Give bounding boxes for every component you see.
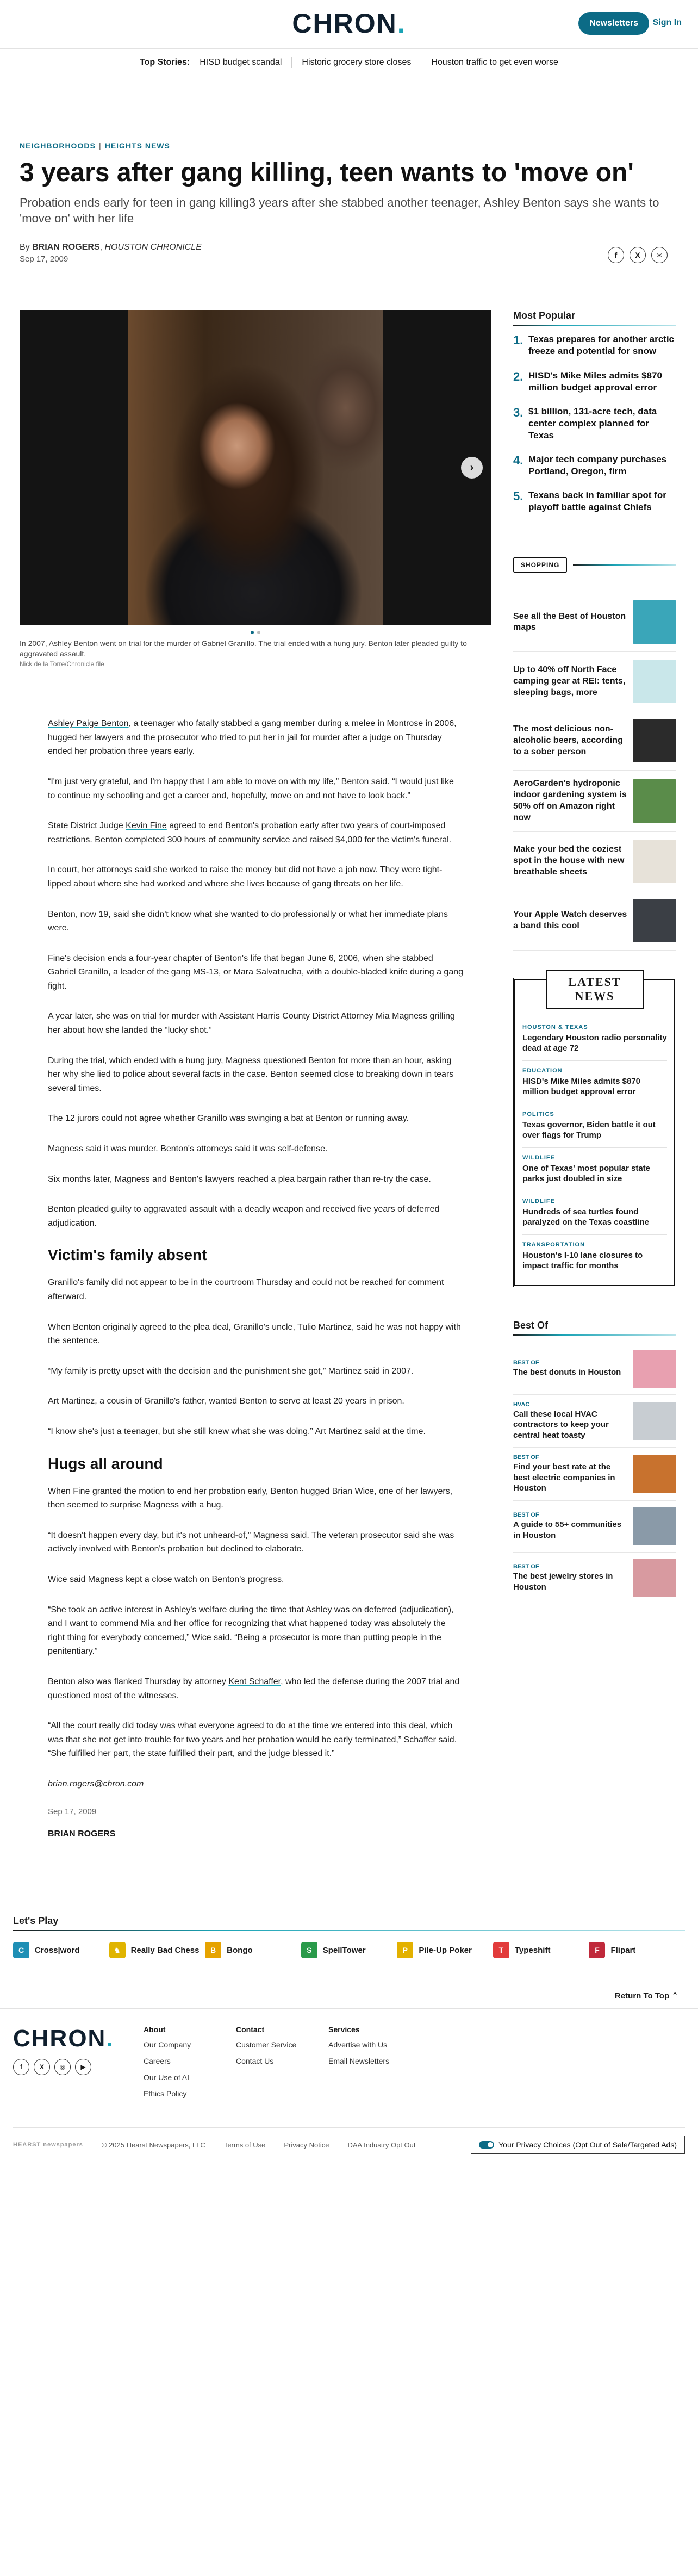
poker-icon: P [397, 1942, 413, 1958]
list-item[interactable]: Make your bed the coziest spot in the house with new breathable sheets [513, 832, 676, 891]
game-link[interactable]: ♞ Really Bad Chess [109, 1942, 205, 1958]
game-link[interactable]: T Typeshift [493, 1942, 589, 1958]
end-date: Sep 17, 2009 [48, 1807, 97, 1817]
paragraph: “I'm just very grateful, and I'm happy that I am able to move on with my life,” Benton said. “I would just like to continue my schooling and get a career and, hopefully, move on and not have to look back.” [48, 777, 454, 800]
list-item[interactable]: EDUCATION HISD's Mike Miles admits $870 million budget approval error [522, 1061, 667, 1104]
paragraph: Benton pleaded guilty to aggravated assault with a deadly weapon and received five years of deferred adjudication. [48, 1205, 440, 1228]
games-row [13, 1942, 685, 1958]
inline-link[interactable]: Kevin Fine [126, 821, 167, 831]
most-popular-title: Most Popular [513, 310, 676, 326]
thumbnail [633, 1455, 676, 1493]
main-column [20, 310, 491, 1861]
chevron-right-icon[interactable]: › [461, 457, 483, 479]
footer-link[interactable]: Our Use of AI [144, 2073, 190, 2082]
chevron-up-icon: ⌃ [671, 1991, 678, 2001]
article-date: Sep 17, 2009 [20, 255, 68, 264]
latest-news-box [513, 974, 676, 1287]
footer-link[interactable]: Our Company [144, 2040, 191, 2050]
facebook-icon[interactable]: f [608, 247, 624, 263]
photo-credit: Nick de la Torre/Chronicle file [20, 660, 104, 668]
best-of-title: Best Of [513, 1320, 676, 1336]
content-layout [0, 277, 698, 1861]
paragraph: During the trial, which ended with a hung jury, Magness questioned Benton for more than an hour, asking her why she lied to police about several facts in the case. Benton seemed close to breaking down in tears several times. [48, 1056, 454, 1093]
footer-services [328, 2025, 421, 2106]
toggle-icon [479, 2141, 494, 2149]
latest-news-title: LATEST NEWS [546, 970, 644, 1009]
list-item[interactable]: BEST OF A guide to 55+ communities in Houston [513, 1501, 676, 1553]
inline-link[interactable]: Kent Schaffer [228, 1677, 281, 1686]
byline-org: HOUSTON CHRONICLE [104, 243, 202, 252]
thumbnail [633, 719, 676, 762]
chess-icon: ♞ [109, 1942, 126, 1958]
section-heading: Hugs all around [48, 1455, 163, 1472]
spelltower-icon: S [301, 1942, 317, 1958]
paragraph: “My family is pretty upset with the decision and the punishment she got,” Martinez said in 2007. [48, 1366, 414, 1376]
footer-link[interactable]: Careers [144, 2057, 171, 2066]
thumbnail [633, 1402, 676, 1440]
inline-link[interactable]: Gabriel Granillo [48, 967, 109, 977]
paragraph: Wice said Magness kept a close watch on Benton's progress. [48, 1574, 284, 1584]
thumbnail [633, 840, 676, 883]
top-stories-bar [0, 49, 698, 76]
footer-link[interactable]: Ethics Policy [144, 2089, 187, 2099]
list-item[interactable]: 2. HISD's Mike Miles admits $870 million budget approval error [513, 369, 662, 393]
game-link[interactable]: F Flipart [589, 1942, 685, 1958]
divider [573, 564, 676, 566]
thumbnail [633, 1350, 676, 1388]
top-story-link[interactable]: Historic grocery store closes [302, 57, 412, 67]
list-item[interactable]: HVAC Call these local HVAC contractors to keep your central heat toasty [513, 1395, 676, 1448]
most-popular-list [513, 333, 676, 513]
paragraph: “I know she's just a teenager, but she still knew what she was doing,” Art Martinez said at the time. [48, 1426, 426, 1436]
author-link[interactable]: BRIAN ROGERS [32, 243, 100, 252]
paragraph: Benton also was flanked Thursday by attorney Kent Schaffer, who led the defense during the 2007 trial and questioned most of the witnesses. [48, 1677, 460, 1700]
privacy-choices-button[interactable]: Your Privacy Choices (Opt Out of Sale/Targeted Ads) [471, 2136, 685, 2154]
article-header [0, 76, 698, 277]
site-header [0, 0, 698, 49]
footer-logo[interactable]: CHRON. [13, 2025, 114, 2052]
article-body [20, 668, 491, 1861]
game-link[interactable]: C Cross|word [13, 1942, 109, 1958]
terms-link[interactable]: Terms of Use [223, 2140, 266, 2149]
site-footer [0, 2008, 698, 2122]
top-story-link[interactable]: HISD budget scandal [200, 57, 282, 67]
carousel-dot[interactable] [257, 631, 260, 634]
hearst-logo: HEARST newspapers [13, 2142, 83, 2149]
list-item[interactable]: 4. Major tech company purchases Portland, Oregon, firm [513, 454, 667, 477]
thumbnail [633, 899, 676, 942]
game-link[interactable]: P Pile-Up Poker [397, 1942, 493, 1958]
list-item[interactable]: TRANSPORTATION Houston's I-10 lane closures to impact traffic for months [522, 1241, 643, 1271]
article-dek: Probation ends early for teen in gang killing3 years after she stabbed another teenager, Ashley Benton says she wants to 'move on' with her life [20, 196, 659, 225]
list-item[interactable]: 3. $1 billion, 131-acre tech, data center complex planned for Texas [513, 405, 657, 440]
game-link[interactable]: S SpellTower [301, 1942, 397, 1958]
paragraph: When Benton originally agreed to the plea deal, Granillo's uncle, Tulio Martinez, said he was not happy with the sentence. [48, 1322, 461, 1346]
return-to-top-link[interactable]: Return To Top ⌃ [614, 1991, 678, 2001]
paragraph: State District Judge Kevin Fine agreed to end Benton's probation early after two years of court-imposed restrictions. Benton completed 300 hours of community service and raised $4,000 for the victim's funeral. [48, 821, 452, 845]
carousel-dot[interactable] [251, 631, 254, 634]
paragraph: Art Martinez, a cousin of Granillo's father, wanted Benton to serve at least 20 years in prison. [48, 1396, 404, 1406]
footer-contact [236, 2025, 328, 2106]
photo-caption: In 2007, Ashley Benton went on trial for the murder of Gabriel Granillo. The trial ended with a hung jury. Benton later pleaded guilty to aggravated assault. [20, 639, 467, 659]
inline-link[interactable]: Tulio Martinez [297, 1322, 352, 1332]
x-icon[interactable]: X [34, 2059, 50, 2075]
list-item[interactable]: WILDLIFE Hundreds of sea turtles found paralyzed on the Texas coastline [522, 1191, 667, 1235]
paragraph: Magness said it was murder. Benton's attorneys said it was self-defense. [48, 1144, 328, 1154]
inline-link[interactable]: Ashley Paige Benton [48, 719, 129, 729]
footer-heading: About [144, 2025, 166, 2034]
privacy-link[interactable]: Privacy Notice [284, 2140, 329, 2149]
article-headline: 3 years after gang killing, teen wants to 'move on' [20, 158, 634, 187]
list-item[interactable]: Your Apple Watch deserves a band this cool [513, 891, 676, 951]
list-item[interactable]: 5. Texans back in familiar spot for playoff battle against Chiefs [513, 489, 666, 513]
lead-photo-figure [20, 310, 491, 668]
kicker-sub-link[interactable]: HEIGHTS NEWS [104, 141, 170, 150]
daa-link[interactable]: DAA Industry Opt Out [347, 2140, 416, 2149]
divider [291, 57, 292, 68]
sidebar [513, 310, 676, 1861]
top-story-link[interactable]: Houston traffic to get even worse [431, 57, 558, 67]
instagram-icon[interactable]: ◎ [54, 2059, 71, 2075]
footer-about [144, 2025, 236, 2106]
typeshift-icon: T [493, 1942, 509, 1958]
kicker-section-link[interactable]: NEIGHBORHOODS [20, 141, 96, 150]
footer-link[interactable]: Email Newsletters [328, 2057, 390, 2066]
thumbnail [633, 660, 676, 703]
thumbnail [633, 1507, 676, 1545]
paragraph: “It doesn't happen every day, but it's not unheard-of,” Magness said. The veteran prosecutor said she was actively involved with Benton's probation but declined to elaborate. [48, 1530, 454, 1554]
crossword-icon: C [13, 1942, 29, 1958]
copyright: © 2025 Hearst Newspapers, LLC [101, 2140, 205, 2149]
shopping-badge: SHOPPING [513, 557, 567, 573]
paragraph: “She took an active interest in Ashley's welfare during the time that Ashley was on deferred (adjudication), and I want to commend Mia and her office for recognizing that what happened today was absolutely the right thing for everybody concerned,” Wice said. “Being a prosecutor is more than putting people in the penitentiary.” [48, 1605, 454, 1656]
list-item[interactable]: The most delicious non-alcoholic beers, according to a sober person [513, 711, 676, 771]
list-item[interactable]: POLITICS Texas governor, Biden battle it out over flags for Trump [522, 1104, 667, 1148]
lets-play-section [0, 1915, 698, 1958]
list-item[interactable]: 1. Texas prepares for another arctic freeze and potential for snow [513, 333, 675, 357]
paragraph: Granillo's family did not appear to be in the courtroom Thursday and could not be reached for comment afterward. [48, 1278, 444, 1301]
author-email[interactable]: brian.rogers@chron.com [48, 1779, 144, 1789]
lead-photo [20, 310, 491, 625]
photo-image [128, 310, 383, 625]
facebook-icon[interactable]: f [13, 2059, 29, 2075]
footer-bottom [13, 2127, 685, 2176]
byline: By BRIAN ROGERS, HOUSTON CHRONICLE [20, 243, 202, 252]
best-of-section [513, 1320, 676, 1604]
list-item[interactable]: AeroGarden's hydroponic indoor gardening system is 50% off on Amazon right now [513, 771, 676, 831]
chron-logo[interactable]: CHRON. [292, 8, 406, 39]
list-item[interactable]: See all the Best of Houston maps [513, 593, 676, 652]
shopping-list [513, 593, 676, 950]
byline-row [20, 243, 678, 277]
paragraph: Fine's decision ends a four-year chapter of Benton's life that began June 6, 2006, when she stabbed Gabriel Granillo, a leader of the gang MS-13, or Mara Salvatrucha, with a double-bladed knife during a gang fight. [48, 953, 464, 991]
newsletters-button[interactable]: Newsletters [578, 12, 649, 35]
email-icon[interactable]: ✉ [651, 247, 668, 263]
share-icons [608, 247, 668, 263]
paragraph: The 12 jurors could not agree whether Granillo was swinging a bat at Benton or running away. [48, 1114, 409, 1123]
list-item[interactable]: Up to 40% off North Face camping gear at REI: tents, sleeping bags, more [513, 652, 676, 711]
footer-link[interactable]: Advertise with Us [328, 2040, 388, 2050]
signin-link[interactable]: Sign In [652, 18, 682, 27]
paragraph: In court, her attorneys said she worked to raise the money but did not have a job now. They were tight-lipped about where she had worked and where she lives because of gang threats on her life. [48, 865, 443, 889]
carousel-dots [20, 631, 491, 634]
inline-link[interactable]: Brian Wice [332, 1486, 375, 1496]
lets-play-title: Let's Play [13, 1915, 685, 1931]
list-item[interactable]: BEST OF The best jewelry stores in Houston [513, 1553, 676, 1604]
list-item[interactable]: BEST OF The best donuts in Houston [513, 1343, 676, 1395]
list-item[interactable]: WILDLIFE One of Texas' most popular state parks just doubled in size [522, 1148, 667, 1191]
thumbnail [633, 779, 676, 823]
list-item[interactable]: HOUSTON & TEXAS Legendary Houston radio personality dead at age 72 [522, 1017, 667, 1061]
youtube-icon[interactable]: ▶ [75, 2059, 91, 2075]
paragraph: Ashley Paige Benton, a teenager who fatally stabbed a gang member during a melee in Montrose in 2006, hugged her lawyers and the prosecutor who tried to put her in jail for murder after a judge on Thursday ended her probation three years early. [48, 719, 457, 756]
top-stories-label: Top Stories: [140, 57, 190, 67]
end-author-link[interactable]: BRIAN ROGERS [48, 1829, 116, 1839]
paragraph: Six months later, Magness and Benton's lawyers reached a plea bargain rather than re-try the case. [48, 1174, 431, 1184]
shopping-section [513, 557, 676, 950]
footer-brand [13, 2025, 144, 2106]
x-icon[interactable]: X [630, 247, 646, 263]
flipart-icon: F [589, 1942, 605, 1958]
paragraph: Benton, now 19, said she didn't know what she wanted to do professionally or what her immediate plans were. [48, 909, 448, 933]
article-kicker [20, 141, 678, 150]
social-icons [13, 2059, 144, 2075]
footer-link[interactable]: Contact Us [236, 2057, 274, 2066]
thumbnail [633, 600, 676, 644]
footer-link[interactable]: Customer Service [236, 2040, 297, 2050]
footer-heading: Services [328, 2025, 360, 2034]
paragraph: “All the court really did today was what everyone agreed to do at the time we entered into this deal, which was that she not get into trouble for two years and her probation would be early terminated,” Schaffer said. “She fulfilled her part, the state fulfilled their part, and the judge blessed it.” [48, 1721, 457, 1759]
bongo-icon: B [205, 1942, 221, 1958]
paragraph: When Fine granted the motion to end her probation early, Benton hugged Brian Wice, one of her lawyers, then seemed to surprise Magness with a hug. [48, 1486, 453, 1510]
kicker-separator: | [98, 141, 102, 150]
footer-heading: Contact [236, 2025, 265, 2034]
inline-link[interactable]: Mia Magness [375, 1011, 428, 1021]
paragraph: A year later, she was on trial for murder with Assistant Harris County District Attorney Mia Magness grilling her about how she landed the “lucky shot.” [48, 1011, 455, 1035]
list-item[interactable]: BEST OF Find your best rate at the best electric companies in Houston [513, 1448, 676, 1501]
section-heading: Victim's family absent [48, 1246, 207, 1264]
thumbnail [633, 1559, 676, 1597]
game-link[interactable]: B Bongo [205, 1942, 301, 1958]
